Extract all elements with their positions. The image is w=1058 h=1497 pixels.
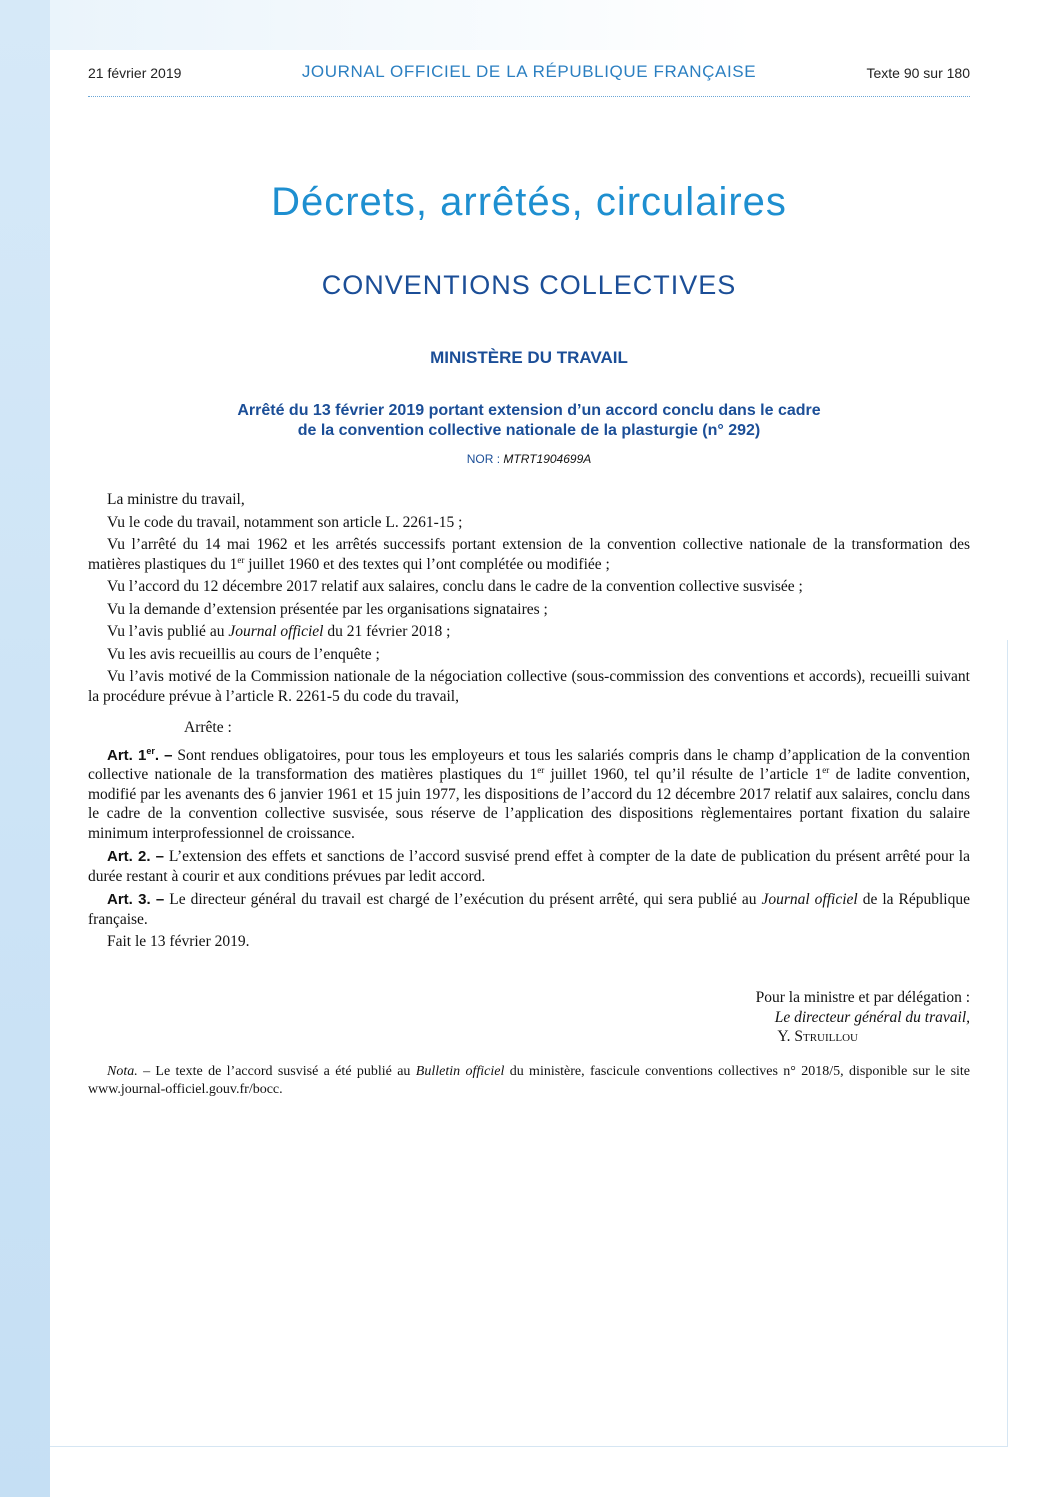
visa-paragraph: Vu les avis recueillis au cours de l’enquête ; xyxy=(107,645,380,663)
visa-text: Vu l’avis publié au xyxy=(107,623,229,640)
signature-initial: Y. S xyxy=(777,1028,803,1045)
nota-block xyxy=(88,1063,970,1098)
nota-label: Nota. xyxy=(107,1064,138,1079)
article-3 xyxy=(88,890,970,929)
visa-paragraph xyxy=(88,535,970,574)
article-2-label: Art. 2. – xyxy=(107,848,165,865)
visa-paragraph: Vu l’accord du 12 décembre 2017 relatif aux salaires, conclu dans le cadre de la convention collective susvisée ; xyxy=(107,578,803,595)
page-header xyxy=(88,62,970,86)
visa-text: du 21 février 2018 ; xyxy=(323,623,451,640)
visa-paragraph: Vu la demande d’extension présentée par les organisations signataires ; xyxy=(107,600,548,618)
signature-title: Le directeur général du travail, xyxy=(774,1008,970,1026)
document-body xyxy=(88,490,970,952)
visa-paragraph xyxy=(88,622,970,642)
arrete-title xyxy=(100,401,958,441)
header-divider xyxy=(88,96,970,97)
header-text-number: Texte 90 sur 180 xyxy=(866,65,970,81)
article-text: Le directeur général du travail est chargé de l’exécution du présent arrêté, qui sera publié au xyxy=(164,891,762,908)
arrete-title-line-1: Arrêté du 13 février 2019 portant extension d’un accord conclu dans le cadre xyxy=(237,402,821,419)
top-margin-band xyxy=(50,0,1058,50)
arrete-title-line-2: de la convention collective nationale de la plasturgie (n° 292) xyxy=(297,422,761,439)
nota-text: du ministère, fascicule conventions collectives n° 2018/5, disponible sur le site www.journal-officiel.gouv.fr/bocc. xyxy=(88,1064,971,1097)
visa-italic: Journal officiel xyxy=(228,623,324,640)
signature-line-1: Pour la ministre et par délégation : xyxy=(755,989,970,1006)
section-heading: CONVENTIONS COLLECTIVES xyxy=(321,270,737,300)
visa-paragraph: Vu l’avis motivé de la Commission nationale de la négociation collective (sous-commission des conventions et accords), recueilli suivant la procédure prévue à l’article R. 2261-5 du code du travail, xyxy=(88,668,970,705)
minister-line: La ministre du travail, xyxy=(107,491,245,508)
superscript: er xyxy=(146,745,155,756)
superscript: er xyxy=(537,764,545,775)
nota-text: – Le texte de l’accord susvisé a été publié au xyxy=(137,1064,416,1079)
nota-italic: Bulletin officiel xyxy=(415,1064,505,1079)
article-italic: Journal officiel xyxy=(761,891,858,908)
article-1 xyxy=(88,746,970,844)
fait-line: Fait le 13 février 2019. xyxy=(107,933,250,950)
arrete-word: Arrête : xyxy=(184,719,232,736)
nor-reference xyxy=(0,452,1058,466)
ministry-heading: MINISTÈRE DU TRAVAIL xyxy=(430,348,628,367)
visa-text: juillet 1960 et des textes qui l’ont complétée ou modifiée ; xyxy=(244,555,610,573)
page-title: Décrets, arrêtés, circulaires xyxy=(271,180,787,224)
superscript: er xyxy=(822,764,830,775)
nor-code: MTRT1904699A xyxy=(503,452,592,466)
article-label-end: . – xyxy=(154,746,173,764)
visa-text: Vu l’arrêté du 14 mai 1962 et les arrêtés successifs portant extension de la convention collective nationale de la transformation des matières plastiques du 1 xyxy=(88,536,970,573)
article-text: L’extension des effets et sanctions de l’accord susvisé prend effet à compter de la date de publication du présent arrêté pour la durée restant à courir et aux conditions prévues par ledit accord. xyxy=(88,848,970,885)
signature-name xyxy=(560,1027,970,1047)
article-text: Sont rendues obligatoires, pour tous les employeurs et tous les salariés compris dans le champ d’application de la convention collective nationale de la transformation des matières plastiques du 1 xyxy=(88,746,971,783)
visa-paragraph: Vu le code du travail, notamment son article L. 2261-15 ; xyxy=(107,513,463,531)
article-2 xyxy=(88,847,970,886)
page-edge-rule xyxy=(1007,640,1008,1447)
signature-surname: truillou xyxy=(803,1028,858,1045)
article-1-label xyxy=(107,747,172,764)
nota-paragraph xyxy=(88,1063,970,1098)
article-label-text: Art. 1 xyxy=(107,746,147,764)
article-3-label: Art. 3. – xyxy=(107,891,165,908)
page-bottom-rule xyxy=(50,1446,1008,1447)
superscript: er xyxy=(237,554,245,565)
article-text: de ladite convention, modifié par les avenants des 6 janvier 1961 et 15 juin 1977, les dispositions de l’accord du 12 décembre 2017 relatif aux salaires, conclu dans le cadre de la convention collective susvisée, sous réserve de l’application des dispositions règlementaires portant fixation du salaire minimum interprofessionnel de croissance. xyxy=(88,766,970,842)
header-date: 21 février 2019 xyxy=(88,65,182,81)
header-journal-name: JOURNAL OFFICIEL DE LA RÉPUBLIQUE FRANÇAISE xyxy=(301,62,757,81)
signature-line-2 xyxy=(560,1008,970,1028)
article-text: juillet 1960, tel qu’il résulte de l’article 1 xyxy=(544,766,823,783)
article-text: de la République française. xyxy=(88,891,970,928)
signature-block xyxy=(560,988,970,1047)
nor-label: NOR : xyxy=(466,452,504,466)
